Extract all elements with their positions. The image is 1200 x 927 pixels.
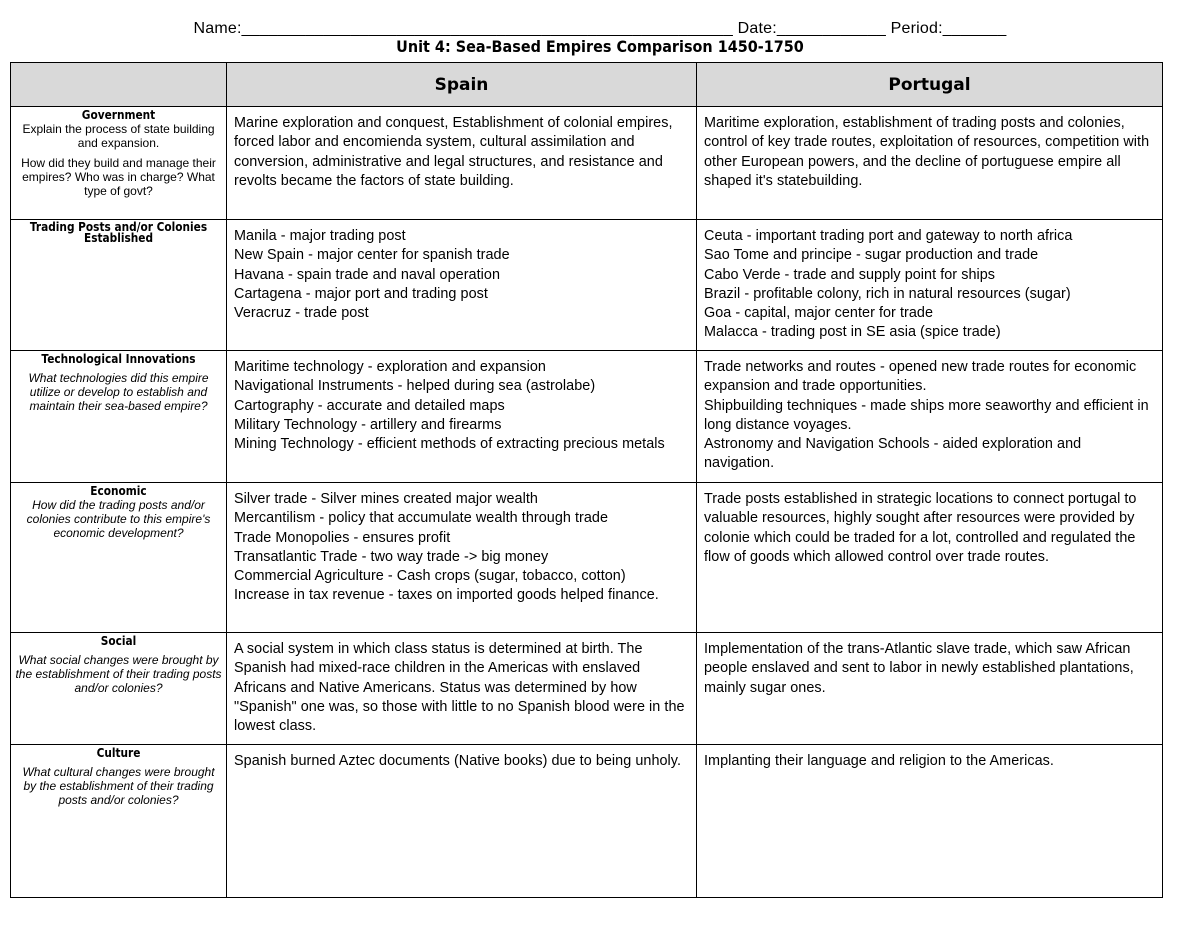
spain-social-cell[interactable]: A social system in which class status is determined at birth. The Spanish had mixed-race children in the Americas with enslaved Africans and Native Americans. Status was determined by how "Spanish" one was, so those with little to no Spanish blood were in the lowest class.: [227, 633, 697, 745]
row-header-culture: [11, 745, 227, 898]
category-prompt: What technologies did this empire utilize or develop to establish and maintain their sea-based empire?: [28, 371, 209, 413]
portugal-culture-cell[interactable]: Implanting their language and religion to the Americas.: [697, 745, 1163, 898]
category-prompt: Explain the process of state building and expansion.: [22, 122, 215, 150]
comparison-table: [10, 62, 1163, 898]
header-blank-cell: [11, 63, 227, 107]
table-row-government: [11, 107, 1163, 220]
row-header-government: [11, 107, 227, 220]
category-label: Trading Posts and/or Colonies Established: [29, 220, 208, 245]
category-label: Government: [81, 108, 156, 122]
portugal-economic-cell[interactable]: Trade posts established in strategic locations to connect portugal to valuable resources, highly sought after resources were provided by colonie which could be traded for a lot, controlled and regulated the flow of goods which allowed control over trade routes.: [697, 483, 1163, 633]
category-label: Economic: [90, 484, 147, 498]
header-spain: Spain: [227, 63, 697, 107]
row-header-trading-posts: [11, 220, 227, 351]
category-label: Social: [100, 634, 137, 648]
worksheet-title: Unit 4: Sea-Based Empires Comparison 1450-1750: [396, 37, 804, 56]
category-label: Technological Innovations: [41, 352, 196, 366]
portugal-social-cell[interactable]: Implementation of the trans-Atlantic slave trade, which saw African people enslaved and sent to labor in newly established plantations, mainly sugar ones.: [697, 633, 1163, 745]
portugal-government-cell[interactable]: Maritime exploration, establishment of trading posts and colonies, control of key trade routes, exploitation of resources, competition with other European powers, and the decline of portuguese empire all shaped it's statebuilding.: [697, 107, 1163, 220]
portugal-trading-posts-cell[interactable]: Ceuta - important trading port and gateway to north africa Sao Tome and principe - sugar production and trade Cabo Verde - trade and supply point for ships Brazil - profitable colony, rich in natural resources (sugar) Goa - capital, major center for trade Malacca - trading post in SE asia (spice trade): [697, 220, 1163, 351]
category-prompt: What social changes were brought by the establishment of their trading posts and/or colonies?: [15, 653, 222, 695]
portugal-technology-cell[interactable]: Trade networks and routes - opened new trade routes for economic expansion and trade opportunities. Shipbuilding techniques - made ships more seaworthy and efficient in long distance voyages. Astronomy and Navigation Schools - aided exploration and navigation.: [697, 351, 1163, 483]
table-row-social: [11, 633, 1163, 745]
category-prompt-secondary: How did they build and manage their empires? Who was in charge? What type of govt?: [21, 156, 216, 198]
header-portugal: Portugal: [697, 63, 1163, 107]
spain-government-cell[interactable]: Marine exploration and conquest, Establishment of colonial empires, forced labor and encomienda system, cultural assimilation and conversion, administrative and legal structures, and resistance and revolts became the factors of state building.: [227, 107, 697, 220]
row-header-economic: [11, 483, 227, 633]
spain-culture-cell[interactable]: Spanish burned Aztec documents (Native books) due to being unholy.: [227, 745, 697, 898]
spain-technology-cell[interactable]: Maritime technology - exploration and expansion Navigational Instruments - helped during sea (astrolabe) Cartography - accurate and detailed maps Military Technology - artillery and firearms Mining Technology - efficient methods of extracting precious metals: [227, 351, 697, 483]
table-row-culture: [11, 745, 1163, 898]
spain-trading-posts-cell[interactable]: Manila - major trading post New Spain - major center for spanish trade Havana - spain trade and naval operation Cartagena - major port and trading post Veracruz - trade post: [227, 220, 697, 351]
row-header-social: [11, 633, 227, 745]
table-row-trading-posts: [11, 220, 1163, 351]
name-date-period-line: Name:______________________________________________________ Date:____________ Period:_______: [193, 20, 1007, 37]
table-header-row: [11, 63, 1163, 107]
category-prompt: How did the trading posts and/or colonies contribute to this empire's economic development?: [26, 498, 211, 540]
table-row-economic: [11, 483, 1163, 633]
category-label: Culture: [96, 746, 141, 760]
table-row-technology: [11, 351, 1163, 483]
row-header-technology: [11, 351, 227, 483]
spain-economic-cell[interactable]: Silver trade - Silver mines created major wealth Mercantilism - policy that accumulate wealth through trade Trade Monopolies - ensures profit Transatlantic Trade - two way trade -> big money Commercial Agriculture - Cash crops (sugar, tobacco, cotton) Increase in tax revenue - taxes on imported goods helped finance.: [227, 483, 697, 633]
category-prompt: What cultural changes were brought by the establishment of their trading posts and/or colonies?: [22, 765, 215, 807]
